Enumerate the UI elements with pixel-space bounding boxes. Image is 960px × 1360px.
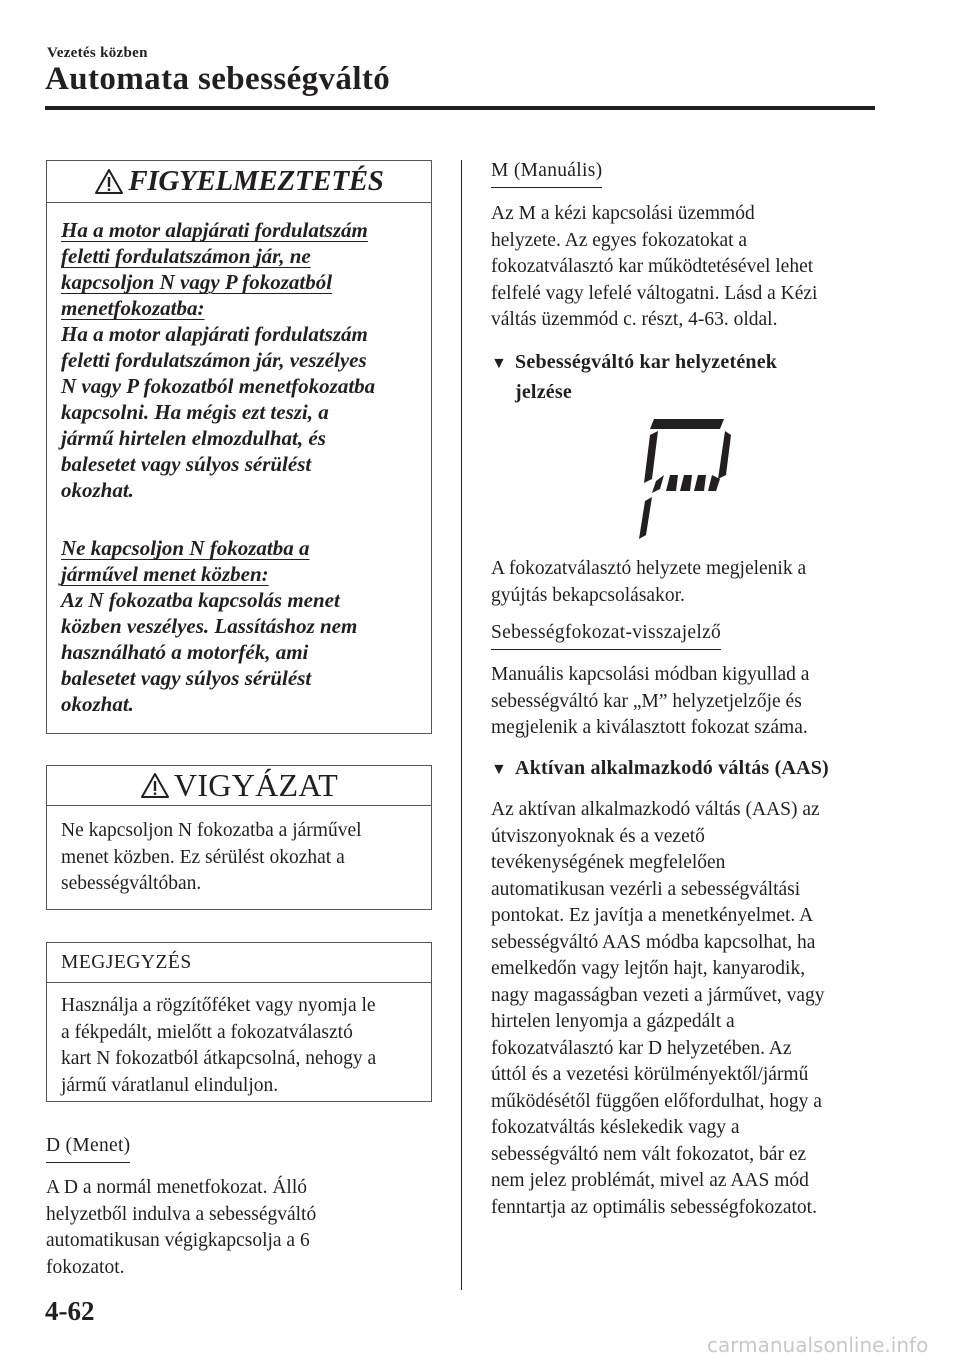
warning-item-1: [61, 217, 421, 503]
gear-position-display: [630, 415, 735, 540]
manual-body: Az M a kézi kapcsolási üzemmód helyzete. Az egyes fokozatokat a fokozatválasztó kar működtetésével lehet felfelé vagy lefelé váltogatni. Lásd a Kézi váltás üzemmód c. részt, 4-63. oldal.: [491, 203, 818, 330]
note-title: MEGJEGYZÉS: [61, 951, 192, 973]
warning-item-1-heading: Ha a motor alapjárati fordulatszám feletti fordulatszámon jár, ne kapcsoljon N vagy P fokozatból menetfokozatba:: [61, 218, 368, 320]
segment-upper-right: [718, 431, 731, 479]
warning-item-2: [61, 535, 421, 717]
display-char: P: [630, 415, 631, 416]
note-box: [46, 942, 432, 1102]
gear-indicator-body: Manuális kapcsolási módban kigyullad a sebességváltó kar „M” helyzetjelzője és megjelenik a kiválasztott fokozat száma.: [491, 664, 810, 738]
indicator-heading: ▼ Sebességváltó kar helyzetének jelzése: [491, 351, 778, 403]
segment-upper-left: [644, 431, 658, 483]
section-label: Vezetés közben: [47, 45, 148, 61]
warning-title: FIGYELMEZTETÉS: [128, 165, 384, 197]
caution-title: VIGYÁZAT: [173, 767, 339, 803]
triangle-bullet-icon: ▼: [491, 761, 508, 778]
warning-header: [47, 161, 431, 203]
indicator-body: A fokozatválasztó helyzete megjelenik a gyújtás bekapcsolásakor.: [491, 558, 807, 606]
caution-box: [46, 765, 432, 910]
note-body: Használja a rögzítőféket vagy nyomja le a fékpedált, mielőtt a fokozatválasztó kart N fokozatból átkapcsolná, nehogy a jármű váratlanul elinduljon.: [61, 995, 377, 1096]
caution-body: Ne kapcsoljon N fokozatba a járművel menet közben. Ez sérülést okozhat a sebességváltóban.: [61, 820, 362, 894]
segment-mid-5: [708, 475, 720, 491]
warning-item-2-body: Az N fokozatba kapcsolás menet közben veszélyes. Lassításhoz nem használható a motorfék, ami balesetet vagy súlyos sérülést okozhat.: [61, 588, 358, 716]
aas-body: Az aktívan alkalmazkodó váltás (AAS) az útviszonyoknak és a vezető tevékenységének megfelelően automatikusan vezérli a sebességváltási pontokat. Ez javítja a menetkényelmet. A sebességváltó AAS módba kapcsolhat, ha emelkedőn vagy lejtőn hajt, kanyarodik, nagy magasságban vezeti a járművet, vagy hirtelen lenyomja a gázpedált a fokozatválasztó kar D helyzetében. Az úttól és a vezetési körülményektől/jármű működésétől függően előfordulhat, hogy a fokozatváltás késlekedik vagy a sebességváltó nem vált fokozatot, bár ez nem jelez problémát, mivel az AAS mód fenntartja az optimális sebességfokozatot.: [491, 799, 825, 1218]
segment-lower-left: [639, 497, 652, 539]
aas-heading: ▼ Aktívan alkalmazkodó váltás (AAS): [491, 754, 881, 784]
page-title: Automata sebességváltó: [45, 61, 391, 97]
segment-mid-3: [680, 475, 692, 491]
page-number: 4-62: [45, 1296, 95, 1326]
warning-box: [46, 160, 432, 734]
watermark: carmanualsonline.info: [707, 1333, 929, 1357]
title-rule: [45, 106, 875, 110]
column-divider: [461, 160, 462, 1290]
segment-mid-4: [694, 475, 706, 491]
warning-item-1-body: Ha a motor alapjárati fordulatszám feletti fordulatszámon jár, veszélyes N vagy P fokozatból menetfokozatba kapcsolni. Ha mégis ezt teszi, a jármű hirtelen elmozdulhat, és balesetet vagy súlyos sérülést okozhat.: [61, 322, 376, 502]
caution-header: [47, 766, 431, 806]
manual-heading: M (Manuális): [491, 160, 602, 188]
caution-triangle-icon: [140, 772, 170, 799]
segment-mid-2: [666, 475, 678, 491]
drive-heading: D (Menet): [46, 1135, 130, 1163]
warning-item-2-heading: Ne kapcsoljon N fokozatba a járművel menet közben:: [61, 536, 310, 586]
drive-body: A D a normál menetfokozat. Álló helyzetből indulva a sebességváltó automatikusan végigkapcsolja a 6 fokozatot.: [46, 1177, 317, 1278]
warning-triangle-icon: [94, 168, 124, 195]
segment-mid-1: [652, 475, 664, 493]
segment-top: [650, 419, 724, 429]
gear-indicator-heading: Sebességfokozat-visszajelző: [491, 622, 721, 650]
note-header: [47, 943, 431, 983]
triangle-bullet-icon: ▼: [491, 355, 508, 372]
